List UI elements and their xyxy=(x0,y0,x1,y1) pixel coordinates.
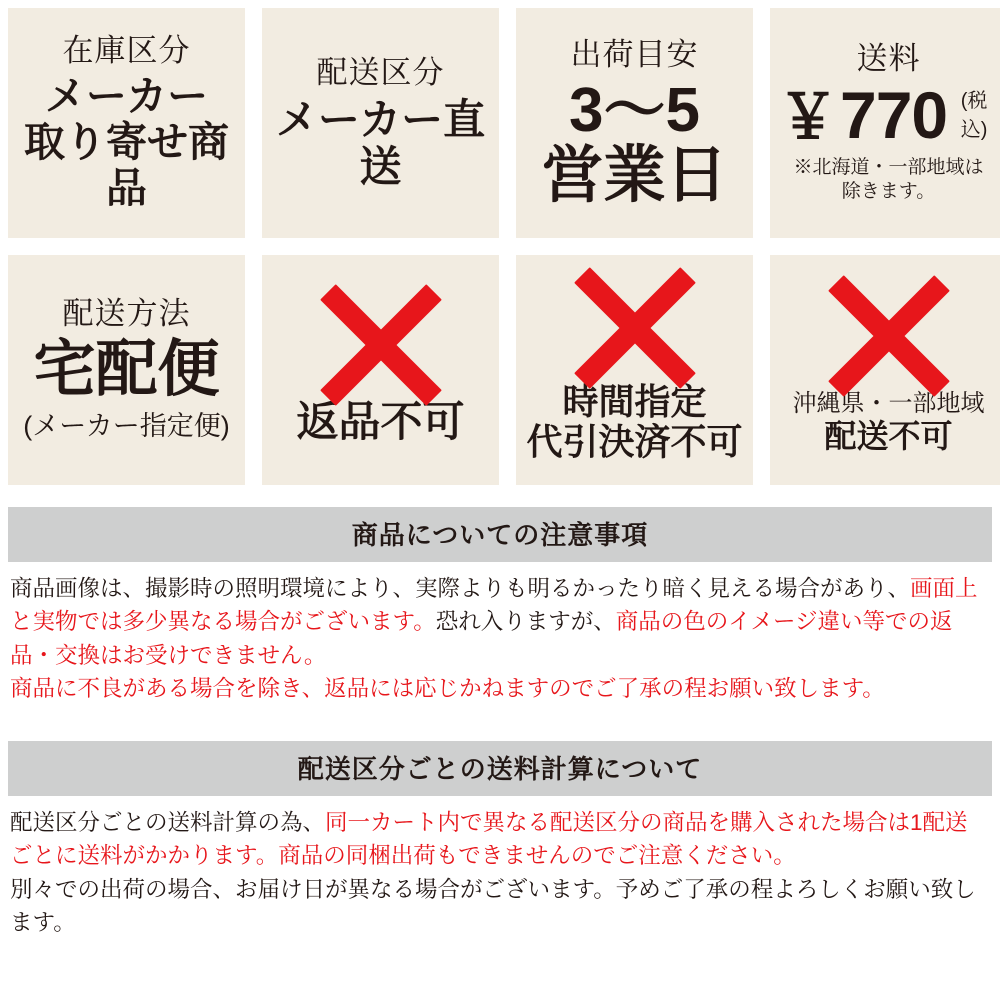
badge-grid xyxy=(0,0,1000,485)
text-run: 恐れ入りますが、 xyxy=(435,609,616,635)
badge-value: 宅配便 xyxy=(33,335,220,404)
text-run: 商品画像は、撮影時の照明環境により、実際よりも明るかったり暗く見える場合があり、 xyxy=(10,576,911,601)
badge-stock-type xyxy=(8,8,245,238)
text-run-highlight: 画面上と実物では多少異なる場合がございます。 xyxy=(10,576,978,635)
badge-value-line: 営業日 xyxy=(541,141,728,211)
badge-value-line: 時間指定 xyxy=(562,381,707,423)
text-run: 配送区分ごとの送料計算の為、 xyxy=(10,810,326,836)
badge-value xyxy=(526,382,742,461)
paragraph xyxy=(10,873,990,940)
badge-shipping-type xyxy=(262,8,499,238)
section-body xyxy=(8,796,992,939)
badge-label: 配送方法 xyxy=(62,295,191,331)
badge-value: 配送不可 xyxy=(824,417,953,454)
section-body xyxy=(8,562,992,705)
badge-shipping-estimate xyxy=(516,8,753,238)
badge-value: メーカー直送 xyxy=(275,96,486,191)
text-run-highlight: 商品の同梱出荷もできませんのでご注意ください。 xyxy=(278,843,796,869)
paragraph xyxy=(10,672,990,705)
section-shipping-fee-calculation xyxy=(0,741,1000,939)
badge-delivery-method xyxy=(8,255,245,485)
badge-label: 出荷目安 xyxy=(570,36,699,72)
section-title: 配送区分ごとの送料計算について xyxy=(8,741,992,796)
section-product-notes xyxy=(0,507,1000,705)
cross-mark-icon xyxy=(317,295,445,395)
badge-value-line: 3〜5 xyxy=(569,75,700,145)
text-run-highlight: 商品の色のイメージ違い等での返品・交換はお受けできません。 xyxy=(10,609,953,668)
cross-mark-icon xyxy=(571,278,699,378)
badge-value-line: 代引決済不可 xyxy=(526,421,743,462)
text-run-highlight: 同一カート内で異なる配送区分の商品を購入された場合は1配送ごとに送料がかかります。 xyxy=(10,810,968,869)
paragraph xyxy=(10,572,990,672)
shipping-fee-note-line: 除きます。 xyxy=(841,181,936,203)
badge-label: 送料 xyxy=(856,41,921,77)
badge-no-time-designation xyxy=(516,255,753,485)
badge-okinawa-no-delivery xyxy=(770,255,1000,485)
text-run-highlight: 商品に不良がある場合を除き、返品には応じかねますのでご了承の程お願い致します。 xyxy=(10,675,885,701)
badge-label: 配送区分 xyxy=(316,54,445,90)
badge-value-line: メーカー xyxy=(44,73,209,120)
price-row xyxy=(778,78,999,153)
badge-value: 返品不可 xyxy=(296,397,465,445)
section-title: 商品についての注意事項 xyxy=(8,507,992,562)
badge-region-note: 沖縄県・一部地域 xyxy=(792,390,985,417)
shipping-fee-note xyxy=(793,156,983,204)
badge-no-returns xyxy=(262,255,499,485)
badge-value-line: 取り寄せ商品 xyxy=(24,119,229,211)
badge-value xyxy=(541,75,728,211)
currency-symbol: ￥ xyxy=(778,84,838,152)
shipping-fee-note-line: ※北海道・一部地域は xyxy=(793,157,984,179)
cross-mark-icon xyxy=(825,286,953,386)
delivery-method-detail: (メーカー指定便) xyxy=(23,411,230,442)
text-run: 別々での出荷の場合、お届け日が異なる場合がございます。予めご了承の程よろしくお願い致します。 xyxy=(10,876,976,936)
badge-label: 在庫区分 xyxy=(62,33,191,69)
badge-shipping-fee xyxy=(770,8,1000,238)
badge-value xyxy=(16,74,237,212)
paragraph xyxy=(10,806,990,873)
tax-included-note: (税込) xyxy=(960,90,988,142)
price-amount: 770 xyxy=(840,78,948,153)
